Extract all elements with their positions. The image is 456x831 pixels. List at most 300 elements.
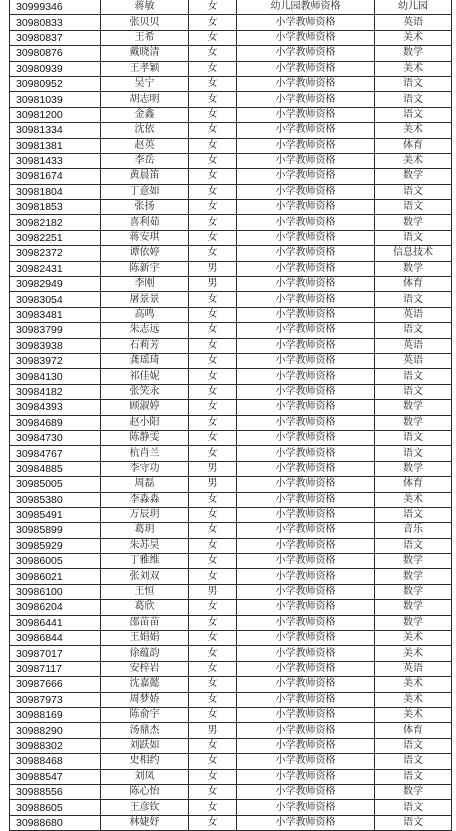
subject-cell: 美术 bbox=[375, 631, 452, 646]
gender-cell: 女 bbox=[189, 46, 237, 61]
gender-cell: 女 bbox=[189, 76, 237, 91]
table-row bbox=[10, 784, 452, 799]
table-row bbox=[10, 600, 452, 615]
applicant-table-body bbox=[10, 0, 452, 831]
gender-cell: 女 bbox=[189, 754, 237, 769]
name-cell: 丁意如 bbox=[101, 184, 189, 199]
table-row bbox=[10, 261, 452, 276]
table-row bbox=[10, 430, 452, 445]
subject-cell: 英语 bbox=[375, 661, 452, 676]
candidate-id-cell: 30985491 bbox=[10, 507, 101, 522]
subject-cell: 语文 bbox=[375, 92, 452, 107]
table-row bbox=[10, 323, 452, 338]
candidate-id-cell: 30982182 bbox=[10, 215, 101, 230]
table-row bbox=[10, 61, 452, 76]
gender-cell: 女 bbox=[189, 400, 237, 415]
table-row bbox=[10, 215, 452, 230]
certificate-type-cell: 小学教师资格 bbox=[237, 107, 375, 122]
table-row bbox=[10, 369, 452, 384]
table-row bbox=[10, 246, 452, 261]
candidate-id-cell: 30983972 bbox=[10, 353, 101, 368]
name-cell: 徐蕴韵 bbox=[101, 646, 189, 661]
candidate-id-cell: 30983799 bbox=[10, 323, 101, 338]
subject-cell: 语文 bbox=[375, 800, 452, 815]
certificate-type-cell: 小学教师资格 bbox=[237, 369, 375, 384]
certificate-type-cell: 小学教师资格 bbox=[237, 184, 375, 199]
name-cell: 陈静雯 bbox=[101, 430, 189, 445]
table-row bbox=[10, 754, 452, 769]
subject-cell: 语文 bbox=[375, 769, 452, 784]
certificate-type-cell: 小学教师资格 bbox=[237, 292, 375, 307]
candidate-id-cell: 30981039 bbox=[10, 92, 101, 107]
subject-cell: 数学 bbox=[375, 554, 452, 569]
subject-cell: 信息技术 bbox=[375, 246, 452, 261]
candidate-id-cell: 30986441 bbox=[10, 615, 101, 630]
certificate-type-cell: 小学教师资格 bbox=[237, 477, 375, 492]
candidate-id-cell: 30983054 bbox=[10, 292, 101, 307]
candidate-id-cell: 30980939 bbox=[10, 61, 101, 76]
subject-cell: 体育 bbox=[375, 723, 452, 738]
name-cell: 万辰玥 bbox=[101, 507, 189, 522]
subject-cell: 语文 bbox=[375, 230, 452, 245]
name-cell: 王孝颖 bbox=[101, 61, 189, 76]
certificate-type-cell: 小学教师资格 bbox=[237, 123, 375, 138]
certificate-type-cell: 小学教师资格 bbox=[237, 307, 375, 322]
candidate-id-cell: 30982431 bbox=[10, 261, 101, 276]
candidate-id-cell: 30985005 bbox=[10, 477, 101, 492]
certificate-type-cell: 小学教师资格 bbox=[237, 554, 375, 569]
candidate-id-cell: 30988605 bbox=[10, 800, 101, 815]
candidate-id-cell: 30980952 bbox=[10, 76, 101, 91]
subject-cell: 体育 bbox=[375, 138, 452, 153]
name-cell: 周梦娇 bbox=[101, 692, 189, 707]
gender-cell: 女 bbox=[189, 538, 237, 553]
table-row bbox=[10, 338, 452, 353]
gender-cell: 女 bbox=[189, 600, 237, 615]
subject-cell: 数学 bbox=[375, 215, 452, 230]
subject-cell: 语文 bbox=[375, 200, 452, 215]
gender-cell: 女 bbox=[189, 707, 237, 722]
certificate-type-cell: 小学教师资格 bbox=[237, 738, 375, 753]
certificate-type-cell: 小学教师资格 bbox=[237, 230, 375, 245]
certificate-type-cell: 小学教师资格 bbox=[237, 800, 375, 815]
table-row bbox=[10, 415, 452, 430]
gender-cell: 女 bbox=[189, 184, 237, 199]
certificate-type-cell: 小学教师资格 bbox=[237, 415, 375, 430]
candidate-id-cell: 30981433 bbox=[10, 153, 101, 168]
name-cell: 沈依 bbox=[101, 123, 189, 138]
certificate-type-cell: 小学教师资格 bbox=[237, 707, 375, 722]
applicant-list-sheet bbox=[9, 0, 451, 831]
gender-cell: 女 bbox=[189, 323, 237, 338]
name-cell: 李岳 bbox=[101, 153, 189, 168]
gender-cell: 女 bbox=[189, 61, 237, 76]
subject-cell: 美术 bbox=[375, 61, 452, 76]
candidate-id-cell: 30987973 bbox=[10, 692, 101, 707]
certificate-type-cell: 小学教师资格 bbox=[237, 692, 375, 707]
table-row bbox=[10, 92, 452, 107]
subject-cell: 语文 bbox=[375, 738, 452, 753]
candidate-id-cell: 30981853 bbox=[10, 200, 101, 215]
name-cell: 蒋安琪 bbox=[101, 230, 189, 245]
candidate-id-cell: 30983938 bbox=[10, 338, 101, 353]
candidate-id-cell: 30980876 bbox=[10, 46, 101, 61]
candidate-id-cell: 30988556 bbox=[10, 784, 101, 799]
subject-cell: 英语 bbox=[375, 353, 452, 368]
name-cell: 李守功 bbox=[101, 461, 189, 476]
table-row bbox=[10, 615, 452, 630]
certificate-type-cell: 小学教师资格 bbox=[237, 153, 375, 168]
table-row bbox=[10, 631, 452, 646]
gender-cell: 女 bbox=[189, 230, 237, 245]
certificate-type-cell: 小学教师资格 bbox=[237, 784, 375, 799]
gender-cell: 女 bbox=[189, 30, 237, 45]
subject-cell: 幼儿园 bbox=[375, 0, 452, 15]
subject-cell: 语文 bbox=[375, 184, 452, 199]
gender-cell: 女 bbox=[189, 215, 237, 230]
gender-cell: 女 bbox=[189, 15, 237, 30]
candidate-id-cell: 30999346 bbox=[10, 0, 101, 15]
name-cell: 王彦钦 bbox=[101, 800, 189, 815]
subject-cell: 语文 bbox=[375, 430, 452, 445]
name-cell: 朱志远 bbox=[101, 323, 189, 338]
gender-cell: 女 bbox=[189, 769, 237, 784]
table-row bbox=[10, 353, 452, 368]
certificate-type-cell: 小学教师资格 bbox=[237, 338, 375, 353]
table-row bbox=[10, 30, 452, 45]
subject-cell: 数学 bbox=[375, 261, 452, 276]
name-cell: 张贝贝 bbox=[101, 15, 189, 30]
name-cell: 胡志明 bbox=[101, 92, 189, 107]
table-row bbox=[10, 0, 452, 15]
subject-cell: 美术 bbox=[375, 153, 452, 168]
gender-cell: 女 bbox=[189, 92, 237, 107]
name-cell: 张笑永 bbox=[101, 384, 189, 399]
gender-cell: 女 bbox=[189, 507, 237, 522]
gender-cell: 女 bbox=[189, 353, 237, 368]
certificate-type-cell: 小学教师资格 bbox=[237, 61, 375, 76]
name-cell: 张刘双 bbox=[101, 569, 189, 584]
gender-cell: 女 bbox=[189, 246, 237, 261]
gender-cell: 男 bbox=[189, 723, 237, 738]
certificate-type-cell: 小学教师资格 bbox=[237, 246, 375, 261]
subject-cell: 体育 bbox=[375, 277, 452, 292]
name-cell: 张扬 bbox=[101, 200, 189, 215]
name-cell: 葛玥 bbox=[101, 523, 189, 538]
table-row bbox=[10, 200, 452, 215]
subject-cell: 数学 bbox=[375, 615, 452, 630]
certificate-type-cell: 小学教师资格 bbox=[237, 353, 375, 368]
table-row bbox=[10, 815, 452, 830]
subject-cell: 英语 bbox=[375, 307, 452, 322]
subject-cell: 美术 bbox=[375, 492, 452, 507]
certificate-type-cell: 小学教师资格 bbox=[237, 600, 375, 615]
certificate-type-cell: 小学教师资格 bbox=[237, 430, 375, 445]
certificate-type-cell: 小学教师资格 bbox=[237, 323, 375, 338]
table-row bbox=[10, 461, 452, 476]
table-row bbox=[10, 15, 452, 30]
name-cell: 周磊 bbox=[101, 477, 189, 492]
certificate-type-cell: 小学教师资格 bbox=[237, 30, 375, 45]
table-row bbox=[10, 584, 452, 599]
name-cell: 高鸣 bbox=[101, 307, 189, 322]
certificate-type-cell: 小学教师资格 bbox=[237, 461, 375, 476]
name-cell: 祁佳妮 bbox=[101, 369, 189, 384]
candidate-id-cell: 30984767 bbox=[10, 446, 101, 461]
candidate-id-cell: 30981381 bbox=[10, 138, 101, 153]
candidate-id-cell: 30981674 bbox=[10, 169, 101, 184]
certificate-type-cell: 小学教师资格 bbox=[237, 277, 375, 292]
gender-cell: 女 bbox=[189, 369, 237, 384]
table-row bbox=[10, 277, 452, 292]
candidate-id-cell: 30986204 bbox=[10, 600, 101, 615]
gender-cell: 男 bbox=[189, 461, 237, 476]
table-row bbox=[10, 76, 452, 91]
gender-cell: 女 bbox=[189, 430, 237, 445]
gender-cell: 女 bbox=[189, 169, 237, 184]
gender-cell: 女 bbox=[189, 523, 237, 538]
candidate-id-cell: 30988169 bbox=[10, 707, 101, 722]
subject-cell: 数学 bbox=[375, 600, 452, 615]
table-row bbox=[10, 307, 452, 322]
table-row bbox=[10, 169, 452, 184]
name-cell: 陈新宇 bbox=[101, 261, 189, 276]
name-cell: 赵英 bbox=[101, 138, 189, 153]
certificate-type-cell: 小学教师资格 bbox=[237, 200, 375, 215]
name-cell: 汤鼎杰 bbox=[101, 723, 189, 738]
table-row bbox=[10, 738, 452, 753]
certificate-type-cell: 小学教师资格 bbox=[237, 15, 375, 30]
name-cell: 顾淑婷 bbox=[101, 400, 189, 415]
table-row bbox=[10, 107, 452, 122]
gender-cell: 女 bbox=[189, 0, 237, 15]
candidate-id-cell: 30982251 bbox=[10, 230, 101, 245]
subject-cell: 体育 bbox=[375, 477, 452, 492]
name-cell: 喜利茹 bbox=[101, 215, 189, 230]
certificate-type-cell: 小学教师资格 bbox=[237, 584, 375, 599]
name-cell: 刘跃如 bbox=[101, 738, 189, 753]
gender-cell: 女 bbox=[189, 415, 237, 430]
candidate-id-cell: 30981804 bbox=[10, 184, 101, 199]
gender-cell: 女 bbox=[189, 492, 237, 507]
subject-cell: 美术 bbox=[375, 677, 452, 692]
subject-cell: 语文 bbox=[375, 815, 452, 830]
subject-cell: 语文 bbox=[375, 538, 452, 553]
table-row bbox=[10, 554, 452, 569]
subject-cell: 数学 bbox=[375, 784, 452, 799]
subject-cell: 美术 bbox=[375, 123, 452, 138]
gender-cell: 女 bbox=[189, 338, 237, 353]
gender-cell: 女 bbox=[189, 800, 237, 815]
gender-cell: 女 bbox=[189, 738, 237, 753]
candidate-id-cell: 30986005 bbox=[10, 554, 101, 569]
subject-cell: 数学 bbox=[375, 569, 452, 584]
gender-cell: 女 bbox=[189, 138, 237, 153]
subject-cell: 数学 bbox=[375, 400, 452, 415]
certificate-type-cell: 小学教师资格 bbox=[237, 677, 375, 692]
gender-cell: 女 bbox=[189, 815, 237, 830]
subject-cell: 数学 bbox=[375, 46, 452, 61]
subject-cell: 英语 bbox=[375, 15, 452, 30]
table-row bbox=[10, 569, 452, 584]
name-cell: 王娟娟 bbox=[101, 631, 189, 646]
name-cell: 龚瑶琦 bbox=[101, 353, 189, 368]
candidate-id-cell: 30981200 bbox=[10, 107, 101, 122]
name-cell: 李淼淼 bbox=[101, 492, 189, 507]
subject-cell: 语文 bbox=[375, 384, 452, 399]
name-cell: 丁雅维 bbox=[101, 554, 189, 569]
table-row bbox=[10, 230, 452, 245]
name-cell: 黄晨笛 bbox=[101, 169, 189, 184]
gender-cell: 女 bbox=[189, 107, 237, 122]
subject-cell: 美术 bbox=[375, 707, 452, 722]
name-cell: 屠景景 bbox=[101, 292, 189, 307]
table-row bbox=[10, 477, 452, 492]
candidate-id-cell: 30984130 bbox=[10, 369, 101, 384]
subject-cell: 数学 bbox=[375, 584, 452, 599]
candidate-id-cell: 30985380 bbox=[10, 492, 101, 507]
name-cell: 安梓岩 bbox=[101, 661, 189, 676]
gender-cell: 女 bbox=[189, 631, 237, 646]
subject-cell: 数学 bbox=[375, 461, 452, 476]
certificate-type-cell: 小学教师资格 bbox=[237, 384, 375, 399]
candidate-id-cell: 30988302 bbox=[10, 738, 101, 753]
certificate-type-cell: 小学教师资格 bbox=[237, 215, 375, 230]
candidate-id-cell: 30988680 bbox=[10, 815, 101, 830]
name-cell: 赵小阳 bbox=[101, 415, 189, 430]
candidate-id-cell: 30984182 bbox=[10, 384, 101, 399]
subject-cell: 语文 bbox=[375, 292, 452, 307]
name-cell: 金鑫 bbox=[101, 107, 189, 122]
subject-cell: 语文 bbox=[375, 107, 452, 122]
subject-cell: 语文 bbox=[375, 507, 452, 522]
subject-cell: 美术 bbox=[375, 646, 452, 661]
certificate-type-cell: 小学教师资格 bbox=[237, 138, 375, 153]
candidate-id-cell: 30988468 bbox=[10, 754, 101, 769]
certificate-type-cell: 小学教师资格 bbox=[237, 169, 375, 184]
gender-cell: 女 bbox=[189, 692, 237, 707]
name-cell: 戴晓清 bbox=[101, 46, 189, 61]
candidate-id-cell: 30985929 bbox=[10, 538, 101, 553]
candidate-id-cell: 30982949 bbox=[10, 277, 101, 292]
candidate-id-cell: 30987117 bbox=[10, 661, 101, 676]
table-row bbox=[10, 46, 452, 61]
candidate-id-cell: 30980833 bbox=[10, 15, 101, 30]
candidate-id-cell: 30988547 bbox=[10, 769, 101, 784]
gender-cell: 女 bbox=[189, 661, 237, 676]
certificate-type-cell: 小学教师资格 bbox=[237, 507, 375, 522]
subject-cell: 语文 bbox=[375, 369, 452, 384]
table-row bbox=[10, 692, 452, 707]
table-row bbox=[10, 538, 452, 553]
certificate-type-cell: 小学教师资格 bbox=[237, 661, 375, 676]
table-row bbox=[10, 384, 452, 399]
gender-cell: 女 bbox=[189, 307, 237, 322]
certificate-type-cell: 小学教师资格 bbox=[237, 261, 375, 276]
name-cell: 陈心怡 bbox=[101, 784, 189, 799]
candidate-id-cell: 30987666 bbox=[10, 677, 101, 692]
candidate-id-cell: 30982372 bbox=[10, 246, 101, 261]
table-row bbox=[10, 646, 452, 661]
certificate-type-cell: 小学教师资格 bbox=[237, 76, 375, 91]
name-cell: 吴宁 bbox=[101, 76, 189, 91]
gender-cell: 男 bbox=[189, 277, 237, 292]
name-cell: 谭依婷 bbox=[101, 246, 189, 261]
certificate-type-cell: 小学教师资格 bbox=[237, 646, 375, 661]
certificate-type-cell: 小学教师资格 bbox=[237, 631, 375, 646]
name-cell: 陈俞宇 bbox=[101, 707, 189, 722]
gender-cell: 女 bbox=[189, 784, 237, 799]
name-cell: 刘凤 bbox=[101, 769, 189, 784]
table-row bbox=[10, 769, 452, 784]
gender-cell: 男 bbox=[189, 261, 237, 276]
table-row bbox=[10, 184, 452, 199]
gender-cell: 女 bbox=[189, 153, 237, 168]
candidate-id-cell: 30986844 bbox=[10, 631, 101, 646]
table-row bbox=[10, 523, 452, 538]
candidate-id-cell: 30984885 bbox=[10, 461, 101, 476]
gender-cell: 男 bbox=[189, 477, 237, 492]
gender-cell: 女 bbox=[189, 677, 237, 692]
candidate-id-cell: 30984689 bbox=[10, 415, 101, 430]
name-cell: 史相约 bbox=[101, 754, 189, 769]
gender-cell: 女 bbox=[189, 446, 237, 461]
gender-cell: 女 bbox=[189, 569, 237, 584]
subject-cell: 英语 bbox=[375, 338, 452, 353]
name-cell: 林婕妤 bbox=[101, 815, 189, 830]
name-cell: 杭肖兰 bbox=[101, 446, 189, 461]
table-row bbox=[10, 800, 452, 815]
name-cell: 王希 bbox=[101, 30, 189, 45]
certificate-type-cell: 小学教师资格 bbox=[237, 769, 375, 784]
name-cell: 朱苏昊 bbox=[101, 538, 189, 553]
certificate-type-cell: 小学教师资格 bbox=[237, 723, 375, 738]
applicant-table bbox=[9, 0, 452, 831]
candidate-id-cell: 30983481 bbox=[10, 307, 101, 322]
candidate-id-cell: 30988290 bbox=[10, 723, 101, 738]
subject-cell: 美术 bbox=[375, 692, 452, 707]
gender-cell: 女 bbox=[189, 292, 237, 307]
table-row bbox=[10, 446, 452, 461]
certificate-type-cell: 小学教师资格 bbox=[237, 523, 375, 538]
table-row bbox=[10, 153, 452, 168]
subject-cell: 数学 bbox=[375, 415, 452, 430]
candidate-id-cell: 30985899 bbox=[10, 523, 101, 538]
candidate-id-cell: 30986021 bbox=[10, 569, 101, 584]
candidate-id-cell: 30984393 bbox=[10, 400, 101, 415]
subject-cell: 语文 bbox=[375, 446, 452, 461]
subject-cell: 语文 bbox=[375, 323, 452, 338]
certificate-type-cell: 小学教师资格 bbox=[237, 446, 375, 461]
table-row bbox=[10, 292, 452, 307]
gender-cell: 女 bbox=[189, 615, 237, 630]
name-cell: 李刚 bbox=[101, 277, 189, 292]
table-row bbox=[10, 677, 452, 692]
certificate-type-cell: 小学教师资格 bbox=[237, 754, 375, 769]
subject-cell: 语文 bbox=[375, 76, 452, 91]
table-row bbox=[10, 123, 452, 138]
gender-cell: 女 bbox=[189, 554, 237, 569]
certificate-type-cell: 小学教师资格 bbox=[237, 815, 375, 830]
certificate-type-cell: 小学教师资格 bbox=[237, 492, 375, 507]
gender-cell: 女 bbox=[189, 646, 237, 661]
subject-cell: 美术 bbox=[375, 30, 452, 45]
name-cell: 王恒 bbox=[101, 584, 189, 599]
subject-cell: 数学 bbox=[375, 169, 452, 184]
candidate-id-cell: 30981334 bbox=[10, 123, 101, 138]
certificate-type-cell: 幼儿园教师资格 bbox=[237, 0, 375, 15]
candidate-id-cell: 30987017 bbox=[10, 646, 101, 661]
